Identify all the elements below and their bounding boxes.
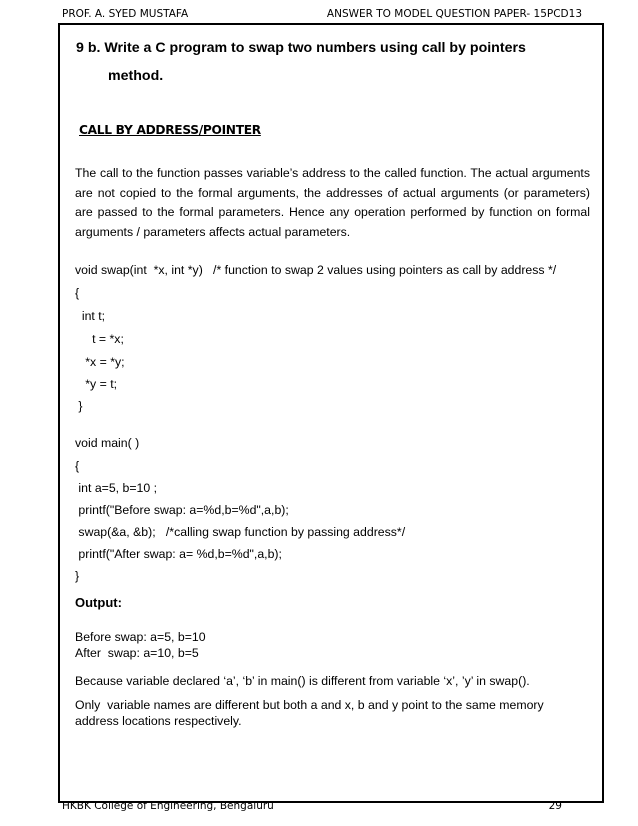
code-line: *x = *y; bbox=[75, 355, 125, 369]
page-number: 29 bbox=[548, 800, 562, 812]
code-line: printf("Before swap: a=%d,b=%d",a,b); bbox=[75, 503, 289, 517]
code-line: } bbox=[75, 399, 83, 413]
code-line: } bbox=[75, 569, 80, 583]
code-line: *y = t; bbox=[75, 377, 118, 391]
code-line: t = *x; bbox=[75, 332, 124, 346]
code-line: int t; bbox=[75, 309, 106, 323]
question-heading: 9 b. Write a C program to swap two numbers using call by pointers bbox=[76, 40, 526, 56]
question-heading-cont: method. bbox=[108, 68, 164, 84]
code-line: int a=5, b=10 ; bbox=[75, 481, 158, 495]
code-line: void swap(int *x, int *y) /* function to swap 2 values using pointers as call by address */ bbox=[75, 263, 557, 277]
section-title: CALL BY ADDRESS/POINTER bbox=[79, 123, 261, 137]
code-line: swap(&a, &b); /*calling swap function by passing address*/ bbox=[75, 525, 406, 539]
output-line: Before swap: a=5, b=10 bbox=[75, 630, 206, 644]
code-line: void main( ) bbox=[75, 436, 140, 450]
intro-paragraph: The call to the function passes variable’s address to the called function. The actual arguments are not copied to the formal arguments, the addresses of actual arguments (or parameters) are passed to the formal parameters. Hence any operation performed by function on formal arguments / parameters affects actual parameters. bbox=[75, 166, 590, 240]
header-doc-title: ANSWER TO MODEL QUESTION PAPER- 15PCD13 bbox=[326, 8, 582, 20]
code-line: printf("After swap: a= %d,b=%d",a,b); bbox=[75, 547, 282, 561]
explanation-text: address locations respectively. bbox=[75, 714, 242, 728]
output-label: Output: bbox=[75, 595, 122, 610]
explanation-text: Only variable names are different but both a and x, b and y point to the same memory bbox=[75, 698, 544, 712]
code-line: { bbox=[75, 459, 80, 473]
output-line: After swap: a=10, b=5 bbox=[75, 646, 199, 660]
footer-college: HKBK College of Engineering, Bengaluru bbox=[62, 800, 274, 812]
header-author: PROF. A. SYED MUSTAFA bbox=[62, 8, 189, 20]
explanation-text: Because variable declared ‘a’, ‘b’ in main() is different from variable ‘x’, ’y’ in swap(). bbox=[75, 674, 530, 688]
code-line: { bbox=[75, 286, 80, 300]
